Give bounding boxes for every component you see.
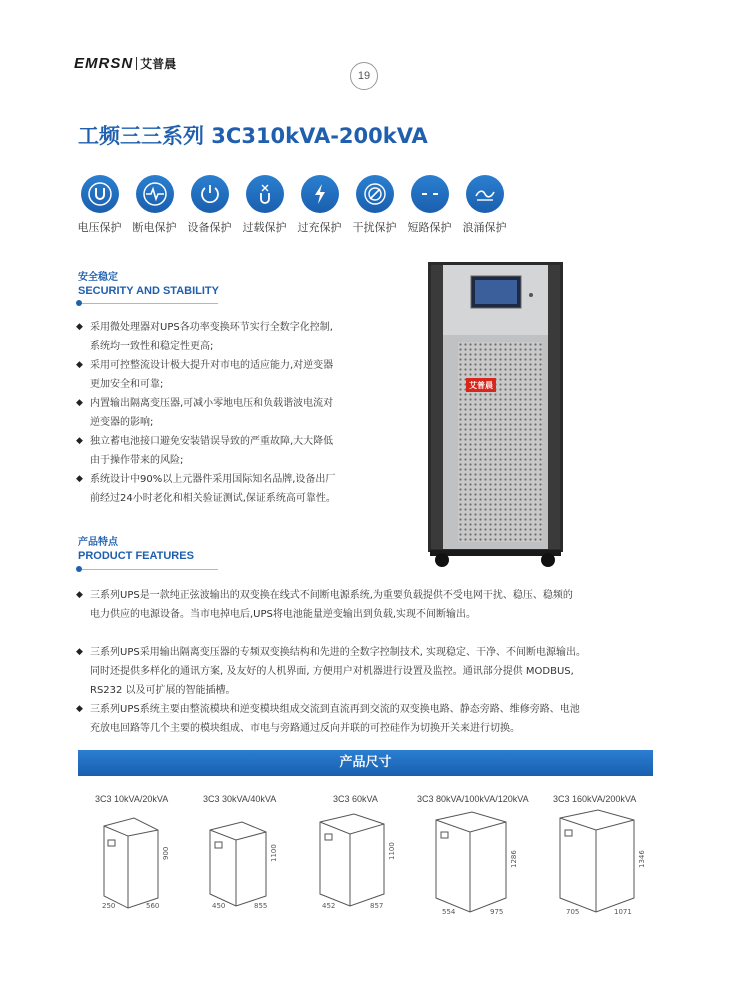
svg-text:975: 975 bbox=[490, 908, 504, 916]
protection-label: 断电保护 bbox=[132, 221, 177, 234]
svg-text:250: 250 bbox=[102, 902, 116, 910]
diamond-bullet-icon: ◆ bbox=[76, 590, 83, 600]
logo-divider bbox=[136, 57, 137, 70]
protection-power-outage bbox=[127, 175, 182, 235]
voltage-u-icon bbox=[81, 175, 119, 213]
features-list bbox=[76, 586, 656, 738]
dimensions-title: 产品尺寸 bbox=[339, 755, 392, 770]
svg-text:452: 452 bbox=[322, 902, 336, 910]
protection-surge bbox=[457, 175, 512, 235]
diamond-bullet-icon: ◆ bbox=[76, 322, 83, 332]
diamond-bullet-icon: ◆ bbox=[76, 360, 83, 370]
svg-text:857: 857 bbox=[370, 902, 384, 910]
overcharge-lightning-icon bbox=[301, 175, 339, 213]
security-heading-en: SECURITY AND STABILITY bbox=[78, 285, 219, 297]
model-label: 3C3 160kVA/200kVA bbox=[553, 794, 637, 804]
brand-logo bbox=[74, 54, 176, 72]
features-underline-dot bbox=[76, 566, 82, 572]
security-bullet: ◆ 独立蓄电池接口避免安装错误导致的严重故障,大大降低 由于操作带来的风险; bbox=[76, 432, 376, 470]
protection-overcharge bbox=[292, 175, 347, 235]
protection-interference bbox=[347, 175, 402, 235]
feature-item: ◆ 三系列UPS是一款纯正弦波输出的双变换在线式不间断电源系统,为重要负载提供不受电网干扰、稳压、稳频的 电力供应的电源设备。当市电掉电后,UPS将电池能量逆变输出到负载,实现不间断输出。 bbox=[76, 586, 656, 624]
features-underline bbox=[78, 569, 218, 570]
svg-text:1286: 1286 bbox=[510, 850, 518, 868]
features-heading-cn: 产品特点 bbox=[78, 537, 118, 548]
model-label: 3C3 60kVA bbox=[333, 794, 378, 804]
protection-label: 设备保护 bbox=[187, 221, 232, 234]
overload-icon bbox=[246, 175, 284, 213]
diamond-bullet-icon: ◆ bbox=[76, 436, 83, 446]
security-heading-cn: 安全稳定 bbox=[78, 272, 118, 283]
feature-item: ◆ 三系列UPS采用输出隔离变压器的专频双变换结构和先进的全数字控制技术, 实现稳定、干净、不间断电源输出。 同时还提供多样化的通讯方案, 及友好的人机界面, 方便用户对机器进行设置及监控。通讯部分提供 MODBUS, RS232 以及可扩展的智能插槽。 bbox=[76, 643, 656, 700]
security-bullet-list bbox=[76, 318, 376, 508]
logo-chinese: 艾普晨 bbox=[140, 56, 177, 71]
svg-text:1100: 1100 bbox=[270, 844, 278, 862]
protection-icons-row bbox=[72, 175, 512, 235]
svg-text:554: 554 bbox=[442, 908, 456, 916]
device-power-icon bbox=[191, 175, 229, 213]
svg-text:1071: 1071 bbox=[614, 908, 632, 916]
model-label: 3C3 30kVA/40kVA bbox=[203, 794, 277, 804]
security-underline-dot bbox=[76, 300, 82, 306]
security-underline bbox=[78, 303, 218, 304]
protection-overload bbox=[237, 175, 292, 235]
protection-label: 过载保护 bbox=[242, 221, 287, 234]
svg-text:450: 450 bbox=[212, 902, 226, 910]
interference-icon bbox=[356, 175, 394, 213]
diamond-bullet-icon: ◆ bbox=[76, 704, 83, 714]
power-outage-icon bbox=[136, 175, 174, 213]
cabinet-outline-1 bbox=[88, 812, 188, 912]
feature-item: ◆ 三系列UPS系统主要由整流模块和逆变模块组成交流到直流再到交流的双变换电路、静态旁路、维修旁路、电池 充放电回路等几个主要的模块组成、市电与旁路通过反向并联的可控硅作为切换开关来进行切换。 bbox=[76, 700, 656, 738]
protection-short-circuit bbox=[402, 175, 457, 235]
cabinet-outline-2 bbox=[200, 812, 300, 912]
cabinet-outline-3 bbox=[312, 808, 412, 912]
protection-voltage bbox=[72, 175, 127, 235]
security-bullet: ◆ 采用微处理器对UPS各功率变换环节实行全数字化控制, 系统均一致性和稳定性更高; bbox=[76, 318, 376, 356]
logo-english: EMRSN bbox=[74, 54, 134, 72]
svg-text:855: 855 bbox=[254, 902, 268, 910]
security-bullet: ◆ 采用可控整流设计极大提升对市电的适应能力,对逆变器 更加安全和可靠; bbox=[76, 356, 376, 394]
protection-device bbox=[182, 175, 237, 235]
ups-cabinet-image bbox=[428, 262, 563, 568]
cabinet-outline-5 bbox=[556, 806, 656, 918]
features-heading-en: PRODUCT FEATURES bbox=[78, 550, 194, 562]
protection-label: 电压保护 bbox=[77, 221, 122, 234]
cabinet-outline-4 bbox=[430, 806, 530, 918]
svg-text:1100: 1100 bbox=[388, 842, 396, 860]
protection-label: 短路保护 bbox=[407, 221, 452, 234]
page-number: 19 bbox=[350, 62, 378, 90]
dimensions-banner bbox=[78, 750, 653, 776]
svg-text:705: 705 bbox=[566, 908, 580, 916]
protection-label: 浪涌保护 bbox=[462, 221, 507, 234]
protection-label: 干扰保护 bbox=[352, 221, 397, 234]
svg-text:560: 560 bbox=[146, 902, 160, 910]
surge-icon bbox=[466, 175, 504, 213]
page-title: 工频三三系列 3C310kVA-200kVA bbox=[78, 124, 428, 148]
model-label: 3C3 10kVA/20kVA bbox=[95, 794, 169, 804]
short-circuit-icon bbox=[411, 175, 449, 213]
ups-brand-label: 艾普晨 bbox=[469, 381, 493, 390]
model-label: 3C3 80kVA/100kVA/120kVA bbox=[417, 794, 529, 804]
protection-label: 过充保护 bbox=[297, 221, 342, 234]
security-bullet: ◆ 系统设计中90%以上元器件采用国际知名品牌,设备出厂 前经过24小时老化和相关验证测试,保证系统高可靠性。 bbox=[76, 470, 376, 508]
security-bullet: ◆ 内置输出隔离变压器,可减小零地电压和负载谐波电流对 逆变器的影响; bbox=[76, 394, 376, 432]
diamond-bullet-icon: ◆ bbox=[76, 474, 83, 484]
diamond-bullet-icon: ◆ bbox=[76, 647, 83, 657]
diamond-bullet-icon: ◆ bbox=[76, 398, 83, 408]
svg-text:900: 900 bbox=[162, 846, 170, 860]
svg-text:1346: 1346 bbox=[638, 850, 646, 868]
